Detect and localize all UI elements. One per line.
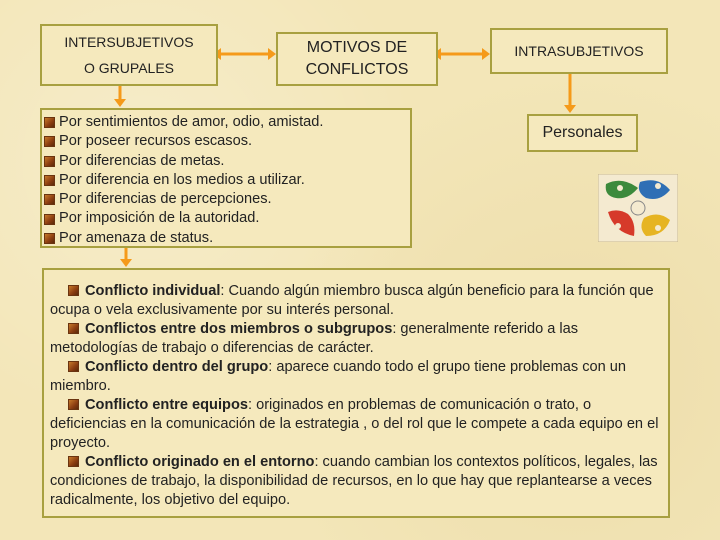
- conflict-title: Conflicto dentro del grupo: [85, 359, 269, 375]
- conflict-item: [50, 282, 662, 320]
- list-item-text: Por poseer recursos escasos.: [59, 133, 253, 150]
- intersubjetivos-line2: O GRUPALES: [84, 60, 174, 76]
- list-item: [44, 132, 410, 151]
- motivos-line2: CONFLICTOS: [305, 61, 409, 78]
- square-bullet-icon: [44, 194, 55, 205]
- arrow-head-down: [120, 259, 132, 267]
- puzzle-people-icon: [598, 174, 678, 242]
- motivos-line1: MOTIVOS DE: [306, 39, 408, 56]
- conflict-title: Conflicto originado en el entorno: [85, 454, 315, 470]
- list-item-text: Por diferencias de percepciones.: [59, 191, 272, 208]
- square-bullet-icon: [44, 156, 55, 167]
- conflict-text: : originados en problemas de comunicación o trato, o deficiencias en la comunicación de la estrategia , o del rol que le compete a cada equipo en el proyecto.: [50, 397, 659, 451]
- square-bullet-icon: [68, 323, 79, 334]
- list-item: [44, 113, 410, 132]
- conflict-title: Conflicto entre equipos: [85, 397, 248, 413]
- conflict-text: : generalmente referido a las metodologías de trabajo o diferencias de carácter.: [50, 321, 579, 356]
- list-item-text: Por diferencia en los medios a utilizar.: [59, 171, 305, 188]
- list-item-text: Por diferencias de metas.: [59, 152, 225, 169]
- intersubjetivos-box: [40, 24, 218, 86]
- list-item: [44, 209, 410, 228]
- arrow-head-right: [268, 48, 276, 60]
- intersubjetivos-line1: INTERSUBJETIVOS: [64, 34, 194, 50]
- list-item: [44, 190, 410, 209]
- square-bullet-icon: [44, 117, 55, 128]
- motivos-box: [276, 32, 438, 86]
- square-bullet-icon: [68, 285, 79, 296]
- list-item: [44, 152, 410, 171]
- square-bullet-icon: [44, 233, 55, 244]
- square-bullet-icon: [44, 175, 55, 186]
- conflict-title: Conflictos entre dos miembros o subgrupos: [85, 321, 393, 337]
- personales-box: Personales: [527, 114, 638, 152]
- conflict-item: [50, 320, 662, 358]
- square-bullet-icon: [44, 214, 55, 225]
- list-item: [44, 171, 410, 190]
- arrow-head-down: [114, 99, 126, 107]
- arrow-head-right: [482, 48, 490, 60]
- square-bullet-icon: [68, 456, 79, 467]
- conflict-item: [50, 358, 662, 396]
- list-item-text: Por sentimientos de amor, odio, amistad.: [59, 114, 324, 130]
- square-bullet-icon: [44, 136, 55, 147]
- conflict-item: [50, 453, 662, 510]
- square-bullet-icon: [68, 361, 79, 372]
- square-bullet-icon: [68, 399, 79, 410]
- list-item-text: Por amenaza de status.: [59, 229, 214, 246]
- motivos-list: [40, 108, 412, 248]
- conflict-text: : cuando cambian los contextos políticos, legales, las condiciones de trabajo, la disponibilidad de recursos, en lo que hay que replantearse a veces radicalmente, los objetivo del equipo.: [50, 454, 658, 508]
- conflict-item: [50, 396, 662, 453]
- conflict-text: : aparece cuando todo el grupo tiene problemas con un miembro.: [50, 359, 627, 394]
- conflict-types-box: [42, 268, 670, 518]
- list-item-text: Por imposición de la autoridad.: [59, 210, 260, 227]
- conflict-title: Conflicto individual: [85, 283, 221, 299]
- conflict-text: : Cuando algún miembro busca algún beneficio para la función que ocupa o vela exclusivamente por su interés personal.: [50, 283, 654, 318]
- list-item: [44, 229, 410, 248]
- intrasubjetivos-box: INTRASUBJETIVOS: [490, 28, 668, 74]
- arrow-head-down: [564, 105, 576, 113]
